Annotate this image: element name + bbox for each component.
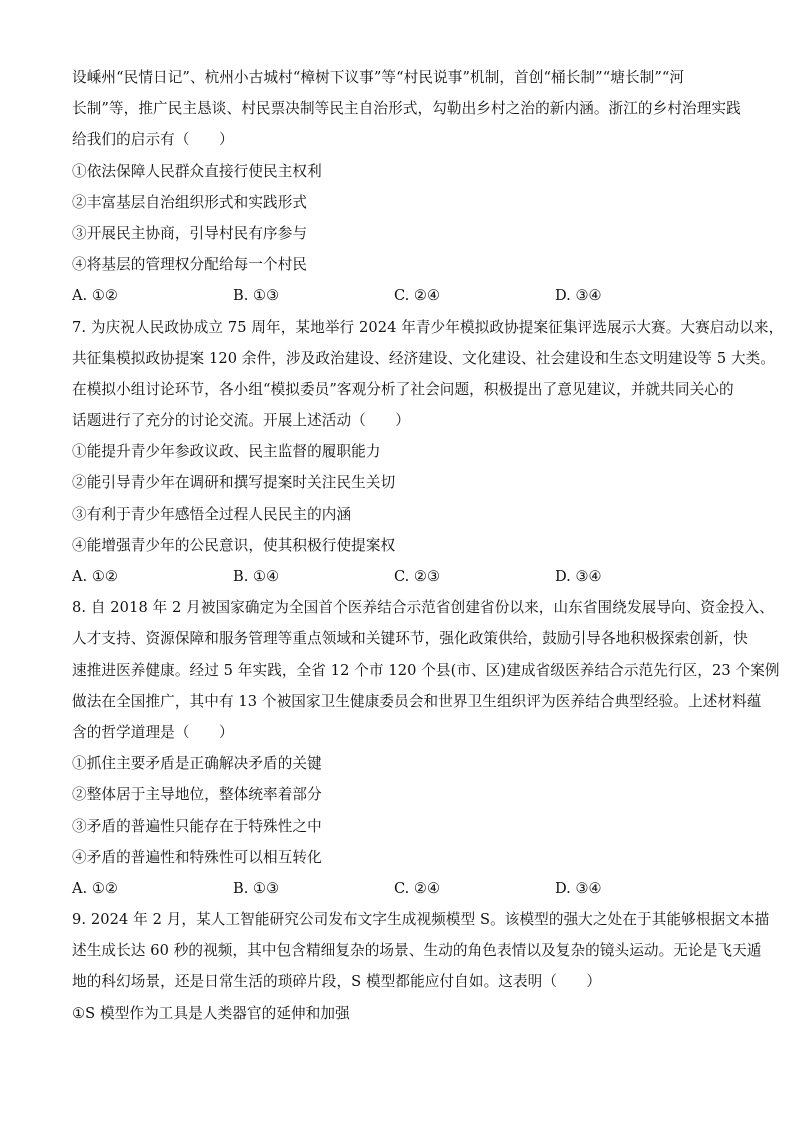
text-line: 在模拟小组讨论环节，各小组“模拟委员”客观分析了社会问题，积极提出了意见建议，并就共同关心的 (72, 380, 734, 398)
text-line: 9. 2024 年 2 月，某人工智能研究公司发布文字生成视频模型 S。该模型的强大之处在于其能够根据文本描 (72, 911, 770, 929)
text-line: 给我们的启示有（ ） (72, 131, 234, 149)
statement-item: ①能提升青少年参政议政、民主监督的履职能力 (72, 443, 381, 461)
text-line: 人才支持、资源保障和服务管理等重点领域和关键环节，强化政策供给，鼓励引导各地积极探索创新，快 (72, 630, 748, 648)
question-7-items (72, 436, 732, 561)
option-a[interactable]: A. ①② (72, 879, 118, 897)
text-line: 含的哲学道理是（ ） (72, 723, 234, 741)
statement-item: ①依法保障人民群众直接行使民主权利 (72, 162, 322, 180)
question-6-items (72, 156, 732, 281)
option-a[interactable]: A. ①② (72, 568, 118, 585)
option-c[interactable]: C. ②③ (394, 568, 441, 585)
question-6-options (72, 280, 732, 311)
question-9-items (72, 998, 732, 1029)
question-7-options (72, 561, 732, 592)
statement-item: ①抓住主要矛盾是正确解决矛盾的关键 (72, 755, 322, 773)
statement-item: ②丰富基层自治组织形式和实践形式 (72, 193, 308, 211)
statement-item: ①S 模型作为工具是人类器官的延伸和加强 (72, 1004, 350, 1022)
option-d[interactable]: D. ③④ (555, 879, 602, 897)
question-8-options (72, 873, 732, 904)
statement-item: ④矛盾的普遍性和特殊性可以相互转化 (72, 848, 322, 866)
option-c[interactable]: C. ②④ (394, 287, 441, 305)
question-8-stem (72, 592, 780, 748)
statement-item: ③开展民主协商，引导村民有序参与 (72, 224, 308, 242)
question-9-stem (72, 904, 770, 998)
statement-item: ③有利于青少年感悟全过程人民民主的内涵 (72, 505, 352, 523)
text-line: 8. 自 2018 年 2 月被国家确定为全国首个医养结合示范省创建省份以来，山东省围绕发展导向、资金投入、 (72, 599, 774, 617)
text-line: 设嵊州“民情日记”、杭州小古城村“樟树下议事”等“村民说事”机制，首创“桶长制”“塘长制”“河 (72, 69, 685, 86)
question-8-items (72, 748, 732, 873)
text-line: 做法在全国推广，其中有 13 个被国家卫生健康委员会和世界卫生组织评为医养结合典型经验。上述材料蕴 (72, 692, 762, 710)
option-b[interactable]: B. ①③ (233, 287, 280, 305)
question-6-stem (72, 62, 741, 156)
statement-item: ④将基层的管理权分配给每一个村民 (72, 256, 308, 274)
text-line: 长制”等，推广民主恳谈、村民票决制等民主自治形式，勾勒出乡村之治的新内涵。浙江的乡村治理实践 (72, 100, 741, 118)
text-line: 共征集模拟政协提案 120 余件，涉及政治建设、经济建设、文化建设、社会建设和生态文明建设等 5 大类。 (72, 349, 776, 367)
option-b[interactable]: B. ①③ (233, 879, 280, 897)
statement-item: ④能增强青少年的公民意识，使其积极行使提案权 (72, 536, 396, 554)
text-line: 速推进医养健康。经过 5 年实践，全省 12 个市 120 个县(市、区)建成省级医养结合示范先行区，23 个案例 (72, 661, 780, 679)
text-line: 话题进行了充分的讨论交流。开展上述活动（ ） (72, 412, 410, 430)
statement-item: ②能引导青少年在调研和撰写提案时关注民生关切 (72, 474, 396, 492)
text-line: 地的科幻场景，还是日常生活的琐碎片段，S 模型都能应付自如。这表明（ ） (72, 973, 602, 991)
text-line: 7. 为庆祝人民政协成立 75 周年，某地举行 2024 年青少年模拟政协提案征集评选展示大赛。大赛启动以来， (72, 318, 784, 336)
option-d[interactable]: D. ③④ (555, 568, 602, 585)
option-a[interactable]: A. ①② (72, 287, 118, 305)
exam-page (72, 62, 784, 1029)
statement-item: ②整体居于主导地位，整体统率着部分 (72, 786, 322, 804)
option-b[interactable]: B. ①④ (233, 568, 280, 585)
option-d[interactable]: D. ③④ (555, 287, 602, 305)
question-7-stem (72, 312, 784, 437)
text-line: 述生成长达 60 秒的视频，其中包含精细复杂的场景、生动的角色表情以及复杂的镜头运动。无论是飞天遁 (72, 942, 762, 960)
option-c[interactable]: C. ②④ (394, 879, 441, 897)
statement-item: ③矛盾的普遍性只能存在于特殊性之中 (72, 817, 322, 835)
